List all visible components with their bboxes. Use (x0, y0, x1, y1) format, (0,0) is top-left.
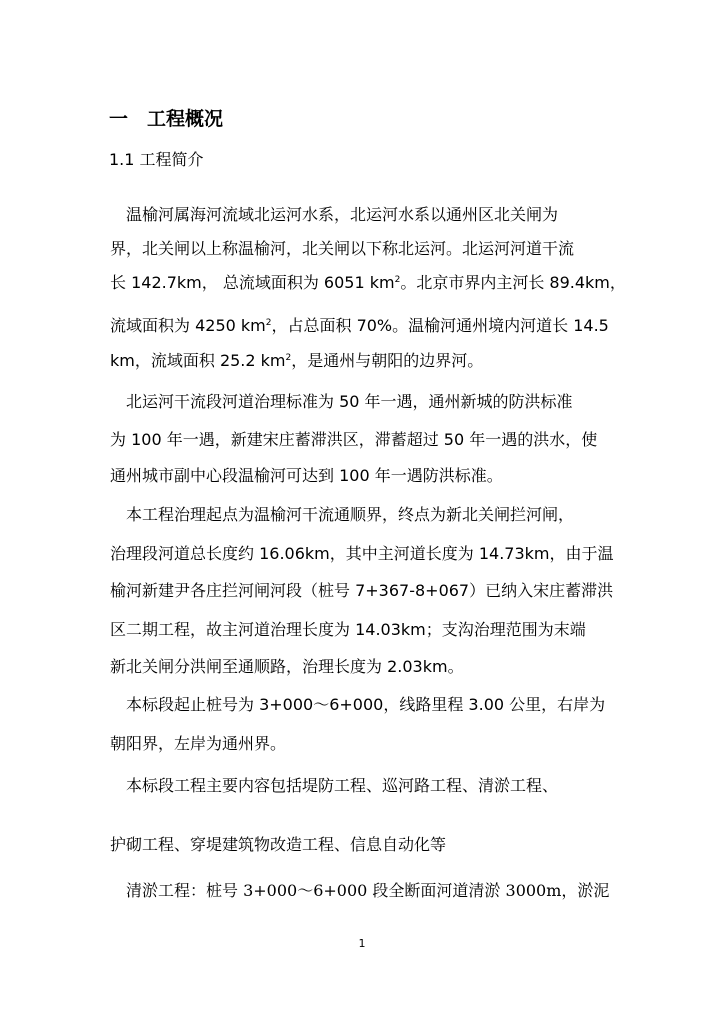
page-number: 1 (358, 937, 366, 950)
paragraph-line: 流域面积为 4250 $km^2$，占总面积 70%。温榆河通州境内河道长 14.5 (110, 316, 609, 335)
section-heading (109, 104, 223, 131)
paragraph-line: 为 100 年一遇，新建宋庄蓄滞洪区，滞蓄超过 50 年一遇的洪水，使 (110, 430, 598, 449)
paragraph-line: 界，北关闸以上称温榆河，北关闸以下称北运河。北运河河道干流 (110, 239, 575, 258)
paragraph-line: 通州城市副中心段温榆河可达到 100 年一遇防洪标准。 (110, 466, 503, 485)
paragraph-line: 区二期工程，故主河道治理长度为 14.03km；支沟治理范围为末端 (110, 620, 586, 639)
subsection-heading: 1.1 工程简介 (109, 150, 204, 169)
paragraph-line: 温榆河属海河流域北运河水系，北运河水系以通州区北关闸为 (110, 205, 559, 224)
paragraph-line: 本标段起止桩号为 3+000～6+000，线路里程 3.00 公里，右岸为 (110, 695, 606, 714)
paragraph-line: 长 142.7km， 总流域面积为 6051 $km^2$。北京市界内主河长 89.4km， (110, 273, 626, 292)
paragraph-line: 朝阳界，左岸为通州界。 (110, 734, 287, 753)
paragraph-line: 榆河新建尹各庄拦河闸河段（桩号 7+367-8+067）已纳入宋庄蓄滞洪 (110, 581, 614, 600)
paragraph-line: 清淤工程：桩号 3+000～6+000 段全断面河道清淤 3000m，淤泥 (110, 881, 610, 900)
paragraph-line: 治理段河道总长度约 16.06km，其中主河道长度为 14.73km，由于温 (110, 544, 614, 563)
paragraph-line: 护砌工程、穿堤建筑物改造工程、信息自动化等 (110, 835, 447, 854)
superscript: 2 (394, 275, 401, 285)
paragraph-line: 本标段工程主要内容包括堤防工程、巡河路工程、清淤工程、 (110, 776, 559, 795)
paragraph-line: 本工程治理起点为温榆河干流通顺界，终点为新北关闸拦河闸， (110, 505, 575, 524)
paragraph-line: 北运河干流段河道治理标准为 50 年一遇，通州新城的防洪标准 (110, 392, 573, 411)
superscript: 2 (265, 318, 272, 328)
superscript: 2 (285, 353, 292, 363)
paragraph-line: 新北关闸分洪闸至通顺路，治理长度为 2.03km。 (110, 657, 464, 676)
paragraph-line: km，流域面积 25.2 $km^2$，是通州与朝阳的边界河。 (110, 351, 484, 370)
section-number: 一 (109, 108, 129, 130)
section-title: 工程概况 (147, 108, 224, 130)
